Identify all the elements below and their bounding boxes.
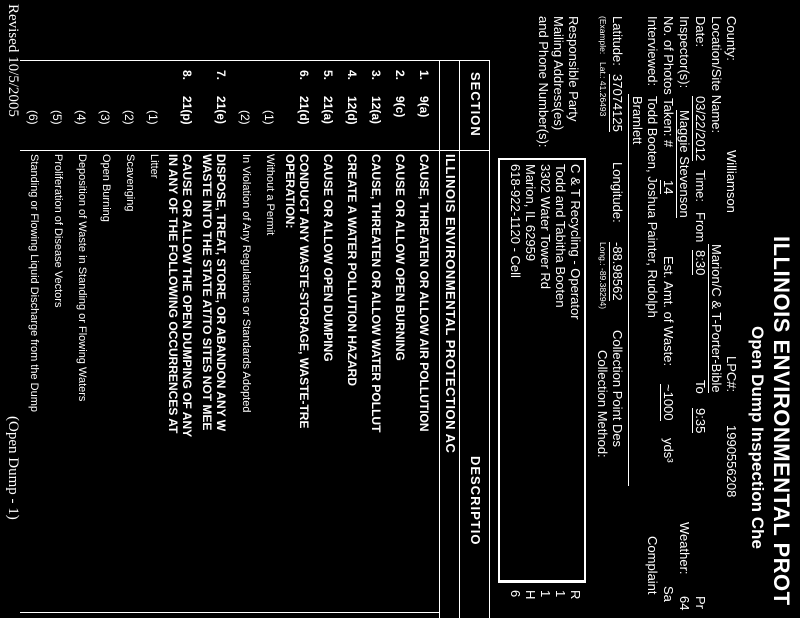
photos-label: No. of Photos Taken: # xyxy=(661,16,676,148)
row-description: CAUSE OR ALLOW THE OPEN DUMPING OF ANY xyxy=(180,154,194,438)
row-description: Without a Permit xyxy=(264,154,276,236)
row-section: 9(a) xyxy=(417,96,431,118)
row-number: 6. xyxy=(297,70,311,81)
row-number: 5. xyxy=(321,70,335,81)
responsible-label-2: Mailing Address(es) xyxy=(551,16,566,131)
row-number: 1. xyxy=(417,70,431,81)
responsible-line: 618-922-1120 - Cell xyxy=(508,164,523,278)
time-from-value: 8:30 xyxy=(693,250,708,276)
county-value: Williamson xyxy=(724,150,739,213)
row-section: (5) xyxy=(50,110,64,125)
checkbox-column-line xyxy=(20,612,440,613)
row-description: CONDUCT ANY WASTE-STORAGE, WASTE-TRE xyxy=(297,154,311,429)
location-label: Location/Site Name: xyxy=(709,16,724,134)
waste-label: Est. Amt. of Waste: xyxy=(661,256,676,367)
row-section: 21(e) xyxy=(214,96,228,125)
responsible-right-cut: 1 xyxy=(553,590,568,598)
row-section: 21(d) xyxy=(297,96,311,125)
row-section: (6) xyxy=(26,110,40,125)
sa-truncated: Sa xyxy=(661,586,676,602)
row-description: DISPOSE, TREAT, STORE, OR ABANDON ANY W xyxy=(214,154,228,432)
row-description: CAUSE, THREATEN OR ALLOW WATER POLLUT xyxy=(369,154,383,433)
row-number: 4. xyxy=(345,70,359,81)
complaint-truncated: Complaint xyxy=(645,536,660,595)
responsible-right-cut: R xyxy=(568,590,583,600)
row-section: (1) xyxy=(146,110,160,125)
interviewed-underline xyxy=(628,94,629,486)
row-description: Litter xyxy=(148,154,160,179)
county-label: County: xyxy=(724,16,739,61)
row-description-continued: WASTE INTO THE STATE AT/TO SITES NOT MEE xyxy=(200,154,214,431)
collection-method-label: Collection Method: xyxy=(595,350,610,458)
row-description: Proliferation of Disease Vectors xyxy=(52,154,64,308)
row-section: (4) xyxy=(74,110,88,125)
location-value: Marion/C & T-Porter-Bible xyxy=(709,244,724,393)
row-description-continued: IN ANY OF THE FOLLOWING OCCURRENCES AT xyxy=(166,154,180,434)
inspectors-label: Inspector(s): xyxy=(677,16,692,89)
row-section: (3) xyxy=(98,110,112,125)
row-number: 8. xyxy=(180,70,194,81)
section-header: SECTION xyxy=(468,72,483,137)
row-description: CAUSE OR ALLOW OPEN DUMPING xyxy=(321,154,335,362)
responsible-line: Todd and Tabitha Booten xyxy=(553,164,568,308)
responsible-line: Marion, IL 62959 xyxy=(523,164,538,262)
row-description: Standing or Flowing Liquid Discharge from the Dump xyxy=(28,154,40,413)
row-section: (2) xyxy=(122,110,136,125)
example-label: (Example: xyxy=(598,16,608,55)
pr-truncated: Pr xyxy=(693,596,708,609)
act-header-line xyxy=(439,60,440,618)
waste-unit: yds³ xyxy=(661,438,676,463)
row-description-continued: OPERATION: xyxy=(283,154,297,229)
weather-truncated: 64 xyxy=(677,596,692,611)
responsible-right-cut: 1 xyxy=(538,590,553,598)
act-header: ILLINOIS ENVIRONMENTAL PROTECTION AC xyxy=(443,154,458,454)
table-left-line xyxy=(20,60,490,61)
row-description: In Violation of Any Regulations or Standards Adopted xyxy=(240,154,252,413)
responsible-line: C & T Recycling - Operator xyxy=(568,164,583,320)
row-section: 12(a) xyxy=(369,96,383,125)
waste-value: ~1000 xyxy=(661,384,676,421)
example-latitude: Lat.: 41.26493 xyxy=(598,62,608,117)
description-header: DESCRIPTIO xyxy=(468,456,483,546)
row-number: 2. xyxy=(393,70,407,81)
table-header-line xyxy=(459,60,460,618)
page-title: ILLINOIS ENVIRONMENTAL PROT xyxy=(769,236,794,606)
lpc-label: LPC#: xyxy=(724,356,739,393)
responsible-right-cut: H xyxy=(523,590,538,600)
photos-value: 14 xyxy=(661,180,676,195)
page-label: (Open Dump - 1) xyxy=(5,416,21,520)
longitude-label: Longitude: xyxy=(610,162,625,223)
interviewed-value: Todd Booten, Joshua Painter, Rudolph xyxy=(645,96,660,318)
weather-label: Weather: xyxy=(677,522,692,575)
section-column-line xyxy=(20,150,490,151)
responsible-label-3: and Phone Number(s): xyxy=(536,16,551,148)
latitude-value: 37074125 xyxy=(610,74,625,132)
row-description: Deposition of Waste in Standing or Flowing Waters xyxy=(76,154,88,402)
interviewed-value-2: Bramlett xyxy=(630,96,645,145)
row-description: CAUSE OR ALLOW OPEN BURNING xyxy=(393,154,407,361)
row-section: (2) xyxy=(238,110,252,125)
row-section: (1) xyxy=(262,110,276,125)
lpc-value: 1990556208 xyxy=(724,425,739,498)
row-description: Scavenging xyxy=(124,154,136,212)
row-section: 21(a) xyxy=(321,96,335,125)
row-description: Open Burning xyxy=(100,154,112,222)
inspectors-value: Maggie Stevenson xyxy=(677,110,692,218)
longitude-value: -88.98562 xyxy=(610,242,625,301)
row-section: 9(c) xyxy=(393,96,407,118)
time-to-value: 9:35 xyxy=(693,408,708,434)
collection-point-label: Collection Point Des xyxy=(610,330,625,448)
responsible-line: 3302 Water Tower Rd xyxy=(538,164,553,290)
interviewed-label: Interviewed: xyxy=(645,16,660,87)
date-value: 03/22/2012 xyxy=(693,96,708,162)
responsible-right-cut: 6 xyxy=(508,590,523,598)
revised-date: Revised 10/5/2005 xyxy=(5,4,21,117)
row-description: CAUSE, THREATEN OR ALLOW AIR POLLUTION xyxy=(417,154,431,432)
responsible-divider xyxy=(498,582,586,583)
row-section: 12(d) xyxy=(345,96,359,125)
responsible-label-1: Responsible Party xyxy=(566,16,581,122)
row-section: 21(p) xyxy=(180,96,194,125)
row-description: CREATE A WATER POLLUTION HAZARD xyxy=(345,154,359,386)
latitude-label: Latitude: xyxy=(610,16,625,66)
time-label: Time: xyxy=(693,170,708,203)
page-subtitle: Open Dump Inspection Che xyxy=(748,326,767,549)
table-top-line xyxy=(489,60,490,618)
time-to-label: To xyxy=(693,380,708,394)
example-longitude: Long.: -89.38294) xyxy=(598,242,608,310)
row-number: 3. xyxy=(369,70,383,81)
time-from-label: From xyxy=(693,212,708,243)
date-label: Date: xyxy=(693,16,708,48)
row-number: 7. xyxy=(214,70,228,81)
